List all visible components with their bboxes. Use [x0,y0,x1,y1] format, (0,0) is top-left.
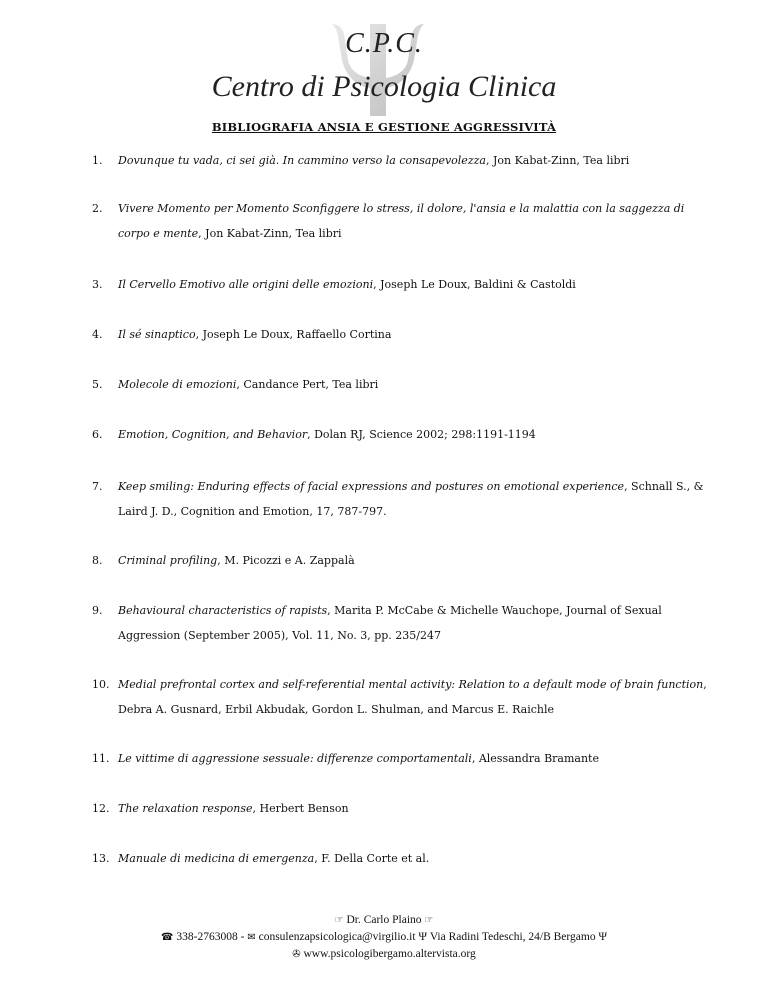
psi-icon: Ψ [598,931,607,943]
reference-number: 4. [92,328,103,341]
footer-name-line [0,912,768,929]
reference-number: 7. [92,480,103,493]
reference-text [118,322,712,347]
reference-details: , Candance Pert, Tea libri [236,378,379,391]
reference-details: , Schnall S., & Laird J. D., Cognition and Emotion, 17, 787-797. [118,480,704,518]
reference-number: 9. [92,604,103,617]
reference-number: 8. [92,554,103,567]
reference-title: Keep smiling: Enduring effects of facial expressions and postures on emotional experience [118,480,625,493]
reference-text [118,796,712,821]
reference-text [118,474,712,524]
address: Via Radini Tedeschi, 24/B Bergamo [429,931,596,943]
reference-details: , Marita P. McCabe & Michelle Wauchope, Journal of Sexual Aggression (September 2005), Vol. 11, No. 3, pp. 235/247 [118,604,662,642]
reference-title: Criminal profiling [118,554,218,567]
reference-item [92,474,712,524]
reference-title: Manuale di medicina di emergenza [118,852,315,865]
reference-item [92,672,712,722]
reference-title: Il Cervello Emotivo alle origini delle emozioni [118,278,374,291]
reference-details: , M. Picozzi e A. Zappalà [217,554,355,567]
reference-text [118,846,712,871]
website-link[interactable]: www.psicologibergamo.altervista.org [303,948,476,960]
reference-number: 3. [92,278,103,291]
reference-number: 5. [92,378,103,391]
reference-title: Behavioural characteristics of rapists [118,604,328,617]
reference-item [92,598,712,648]
doctor-name: Dr. Carlo Plaino [346,914,422,926]
email-link[interactable]: consulenzapsicologica@virgilio.it [258,931,416,943]
reference-text [118,548,712,573]
document-title: BIBLIOGRAFIA ANSIA E GESTIONE AGGRESSIVITÀ [211,120,557,134]
reference-title: Le vittime di aggressione sessuale: differenze comportamentali [118,752,472,765]
reference-number: 11. [92,752,110,765]
reference-title: Molecole di emozioni [118,378,237,391]
reference-item [92,322,712,347]
reference-details: , F. Della Corte et al. [314,852,430,865]
reference-details: , Dolan RJ, Science 2002; 298:1191-1194 [307,428,536,441]
reference-item [92,548,712,573]
reference-item [92,796,712,821]
reference-details: , Jon Kabat-Zinn, Tea libri [485,154,630,167]
footer [0,912,768,963]
logo-name: Centro di Psicologia Clinica [211,70,557,103]
reference-item [92,846,712,871]
psi-icon: Ψ [418,931,427,943]
reference-details: , Alessandra Bramante [471,752,599,765]
reference-text [118,672,712,722]
reference-title: Medial prefrontal cortex and self-referential mental activity: Relation to a default mode of brain function [118,678,704,691]
hand-ornament-icon: ☞ [334,915,344,926]
separator: - [240,931,245,943]
reference-details: , Joseph Le Doux, Baldini & Castoldi [373,278,576,291]
reference-title: Emotion, Cognition, and Behavior [118,428,308,441]
reference-text [118,746,712,771]
phone-number: 338-2763008 [176,931,238,943]
footer-web-line [0,946,768,963]
reference-number: 6. [92,428,103,441]
reference-details: , Debra A. Gusnard, Erbil Akbudak, Gordon L. Shulman, and Marcus E. Raichle [118,678,707,716]
reference-number: 12. [92,802,110,815]
reference-number: 1. [92,154,103,167]
mail-icon: ✉ [247,932,256,943]
reference-item [92,148,712,173]
globe-icon: ✇ [292,949,301,960]
clinic-logo [0,22,768,112]
phone-icon: ☎ [161,932,174,943]
hand-ornament-icon: ☞ [424,915,434,926]
reference-text [118,196,712,246]
reference-title: The relaxation response [118,802,253,815]
reference-title: Il sé sinaptico [118,328,196,341]
footer-contact-line [0,929,768,946]
reference-number: 2. [92,202,103,215]
reference-details: , Jon Kabat-Zinn, Tea libri [198,227,342,240]
reference-text [118,422,712,447]
reference-details: , Joseph Le Doux, Raffaello Cortina [195,328,392,341]
reference-text [118,372,712,397]
reference-item [92,272,712,297]
reference-text [118,598,712,648]
reference-number: 10. [92,678,110,691]
reference-title: Dovunque tu vada, ci sei già. In cammino verso la consapevolezza [118,154,486,167]
reference-item [92,196,712,246]
reference-number: 13. [92,852,110,865]
reference-details: , Herbert Benson [252,802,349,815]
reference-item [92,422,712,447]
reference-item [92,746,712,771]
reference-text [118,148,712,173]
reference-text [118,272,712,297]
reference-item [92,372,712,397]
reference-title: Vivere Momento per Momento Sconfiggere lo stress, il dolore, l'ansia e la malattia con la saggezza di corpo e mente [118,202,685,240]
document-title-wrapper [0,116,768,135]
logo-abbreviation: C.P.C. [345,28,423,59]
